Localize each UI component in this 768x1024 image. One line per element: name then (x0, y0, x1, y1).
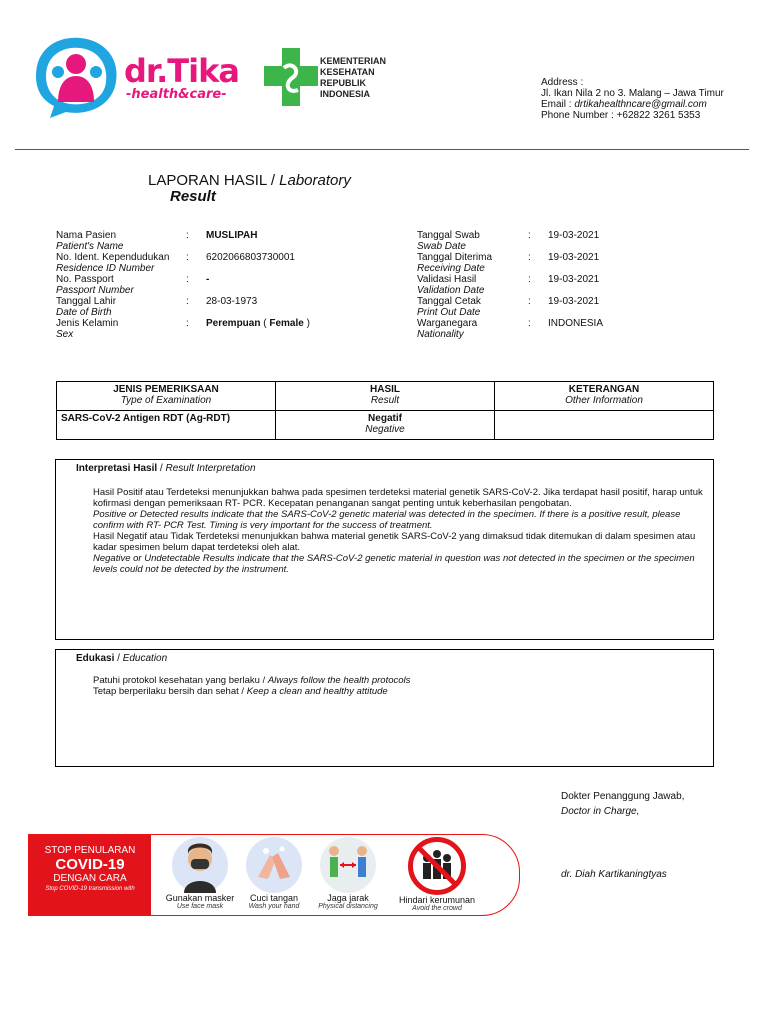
colon: : (186, 318, 189, 329)
email-line (541, 99, 724, 110)
report-title-en2: Result (170, 188, 216, 205)
interpretation-p1-en: Positive or Detected results indicate that the SARS-CoV-2 genetic material was detected in the specimen. If there is a positive result, please confirm with RT- PCR Test. Timing is very important for the success of treatment. (93, 509, 681, 531)
label-id: Tanggal Diterima (417, 252, 493, 263)
contact-block (541, 77, 724, 121)
banner-item-label-en: Wash your hand (248, 903, 300, 910)
receiving-date-value: 19-03-2021 (548, 252, 600, 263)
label-en: Passport Number (56, 285, 134, 296)
avoid-crowd-icon (408, 837, 466, 895)
label-id: Validasi Hasil (417, 274, 477, 285)
exam-info-cell (495, 411, 714, 440)
report-title-en1: Laboratory (279, 172, 351, 189)
exam-table (56, 381, 714, 440)
interpretation-box (55, 459, 714, 640)
banner-line2: COVID-19 (55, 856, 125, 873)
colon: : (528, 252, 531, 263)
sex-value: Perempuan ( Female ) (206, 318, 310, 329)
brand-logo (28, 32, 248, 118)
education-body (93, 675, 693, 697)
banner-item-label: Jaga jarak (327, 893, 369, 903)
brand-logo-icon (28, 32, 124, 118)
header-cell: JENIS PEMERIKSAAN Type of Examination (57, 382, 276, 411)
label-en: Sex (56, 329, 74, 340)
colon: : (528, 318, 531, 329)
brand-name: dr.Tika (124, 52, 239, 90)
header-divider (15, 149, 749, 150)
interpretation-title: Interpretasi Hasil / Result Interpretation (76, 463, 256, 474)
signature-role-en: Doctor in Charge, (561, 806, 640, 817)
label-id: Jenis Kelamin (56, 318, 119, 329)
banner-line1: STOP PENULARAN (44, 845, 136, 856)
label-id: No. Passport (56, 274, 114, 285)
brand-tagline: -health&care- (126, 87, 227, 102)
banner-item-label-en: Use face mask (176, 903, 224, 910)
label-en: Patient's Name (56, 241, 124, 252)
label-en: Swab Date (417, 241, 466, 252)
address-label: Address : (541, 77, 584, 88)
phone-line: Phone Number : +62822 3261 5353 (541, 110, 701, 121)
label-id: Warganegara (417, 318, 478, 329)
banner-item-label-en: Avoid the crowd (412, 905, 462, 912)
exam-result-cell: Negatif Negative (276, 411, 495, 440)
label-id: Nama Pasien (56, 230, 117, 241)
ministry-line4: INDONESIA (320, 89, 371, 99)
swab-date-value: 19-03-2021 (548, 230, 600, 241)
banner-line4: Stop COVID-19 transmission with (45, 886, 135, 892)
label-id: Tanggal Swab (417, 230, 480, 241)
education-line1: Patuhi protokol kesehatan yang berlaku / Always follow the health protocols (93, 675, 411, 686)
banner-item-mask (161, 837, 239, 911)
label-en: Residence ID Number (56, 263, 155, 274)
label-id: Tanggal Lahir (56, 296, 117, 307)
email-label: Email : (541, 99, 572, 110)
banner-item-label: Gunakan masker (165, 893, 235, 903)
distancing-icon (320, 837, 376, 893)
label-en: Nationality (417, 329, 464, 340)
email-value[interactable]: drtikahealthncare@gmail.com (574, 99, 707, 110)
banner-item-wash (235, 837, 313, 911)
label-id: Tanggal Cetak (417, 296, 481, 307)
doctor-name: dr. Diah Kartikaningtyas (561, 869, 667, 880)
banner-item-label-en: Physical distancing (318, 903, 378, 910)
colon: : (186, 230, 189, 241)
ministry-line2: KESEHATAN (320, 67, 375, 77)
label-en: Date of Birth (56, 307, 112, 318)
wash-hands-icon (246, 837, 302, 893)
signature-role-id: Dokter Penanggung Jawab, (561, 791, 685, 802)
table-header-row (57, 382, 714, 411)
report-title-id: LAPORAN HASIL / (148, 172, 280, 189)
exam-type-cell: SARS-CoV-2 Antigen RDT (Ag-RDT) (57, 411, 276, 440)
banner-item-label: Hindari kerumunan (398, 895, 476, 905)
mask-icon (172, 837, 228, 893)
colon: : (528, 274, 531, 285)
residence-id-value: 6202066803730001 (206, 252, 295, 263)
colon: : (186, 274, 189, 285)
header-cell: HASIL Result (276, 382, 495, 411)
colon: : (528, 230, 531, 241)
interpretation-body (93, 487, 705, 575)
label-id: No. Ident. Kependudukan (56, 252, 170, 263)
address-value: Jl. Ikan Nila 2 no 3. Malang – Jawa Timur (541, 88, 724, 99)
interpretation-p1: Hasil Positif atau Terdeteksi menunjukkan bahwa pada spesimen terdeteksi material genetik SARS-CoV-2. Jika terdapat hasil positif, harap untuk kofirmasi dengan pemeriksaan RT- PCR. Kecepatan penanganan sangat penting untuk keberhasilan pengobatan. (93, 487, 703, 509)
banner-item-label: Cuci tangan (249, 893, 299, 903)
education-box (55, 649, 714, 767)
interpretation-p2: Hasil Negatif atau Tidak Terdeteksi menunjukkan bahwa material genetik SARS-CoV-2 yang dimaksud tidak ditemukan di dalam spesimen atau kadar spesimen belum dapat terdeteksi oleh alat. (93, 531, 696, 553)
label-en: Print Out Date (417, 307, 481, 318)
education-title: Edukasi / Education (76, 653, 168, 664)
label-en: Receiving Date (417, 263, 485, 274)
colon: : (186, 296, 189, 307)
interpretation-p2-en: Negative or Undetectable Results indicate that the SARS-CoV-2 genetic material in question was not detected in the specimen or the specimen levels could not be detected by the instrument. (93, 553, 695, 575)
banner-item-distance (309, 837, 387, 911)
patient-name-value: MUSLIPAH (206, 230, 258, 241)
ministry-line1: KEMENTERIAN (320, 56, 387, 66)
report-title (148, 173, 351, 205)
education-line2: Tetap berperilaku bersih dan sehat / Keep a clean and healthy attitude (93, 686, 388, 697)
dob-value: 28-03-1973 (206, 296, 258, 307)
covid-banner-red-panel (29, 835, 151, 915)
print-date-value: 19-03-2021 (548, 296, 600, 307)
nationality-value: INDONESIA (548, 318, 604, 329)
header-cell: KETERANGAN Other Information (495, 382, 714, 411)
passport-value: - (206, 274, 210, 285)
ministry-logo (262, 46, 412, 110)
label-en: Validation Date (417, 285, 485, 296)
validation-date-value: 19-03-2021 (548, 274, 600, 285)
ministry-cross-icon (262, 46, 320, 108)
table-row (57, 411, 714, 440)
banner-item-crowd (389, 837, 485, 913)
covid-banner (28, 834, 520, 916)
colon: : (186, 252, 189, 263)
colon: : (528, 296, 531, 307)
ministry-line3: REPUBLIK (320, 78, 367, 88)
banner-line3: DENGAN CARA (53, 873, 127, 884)
